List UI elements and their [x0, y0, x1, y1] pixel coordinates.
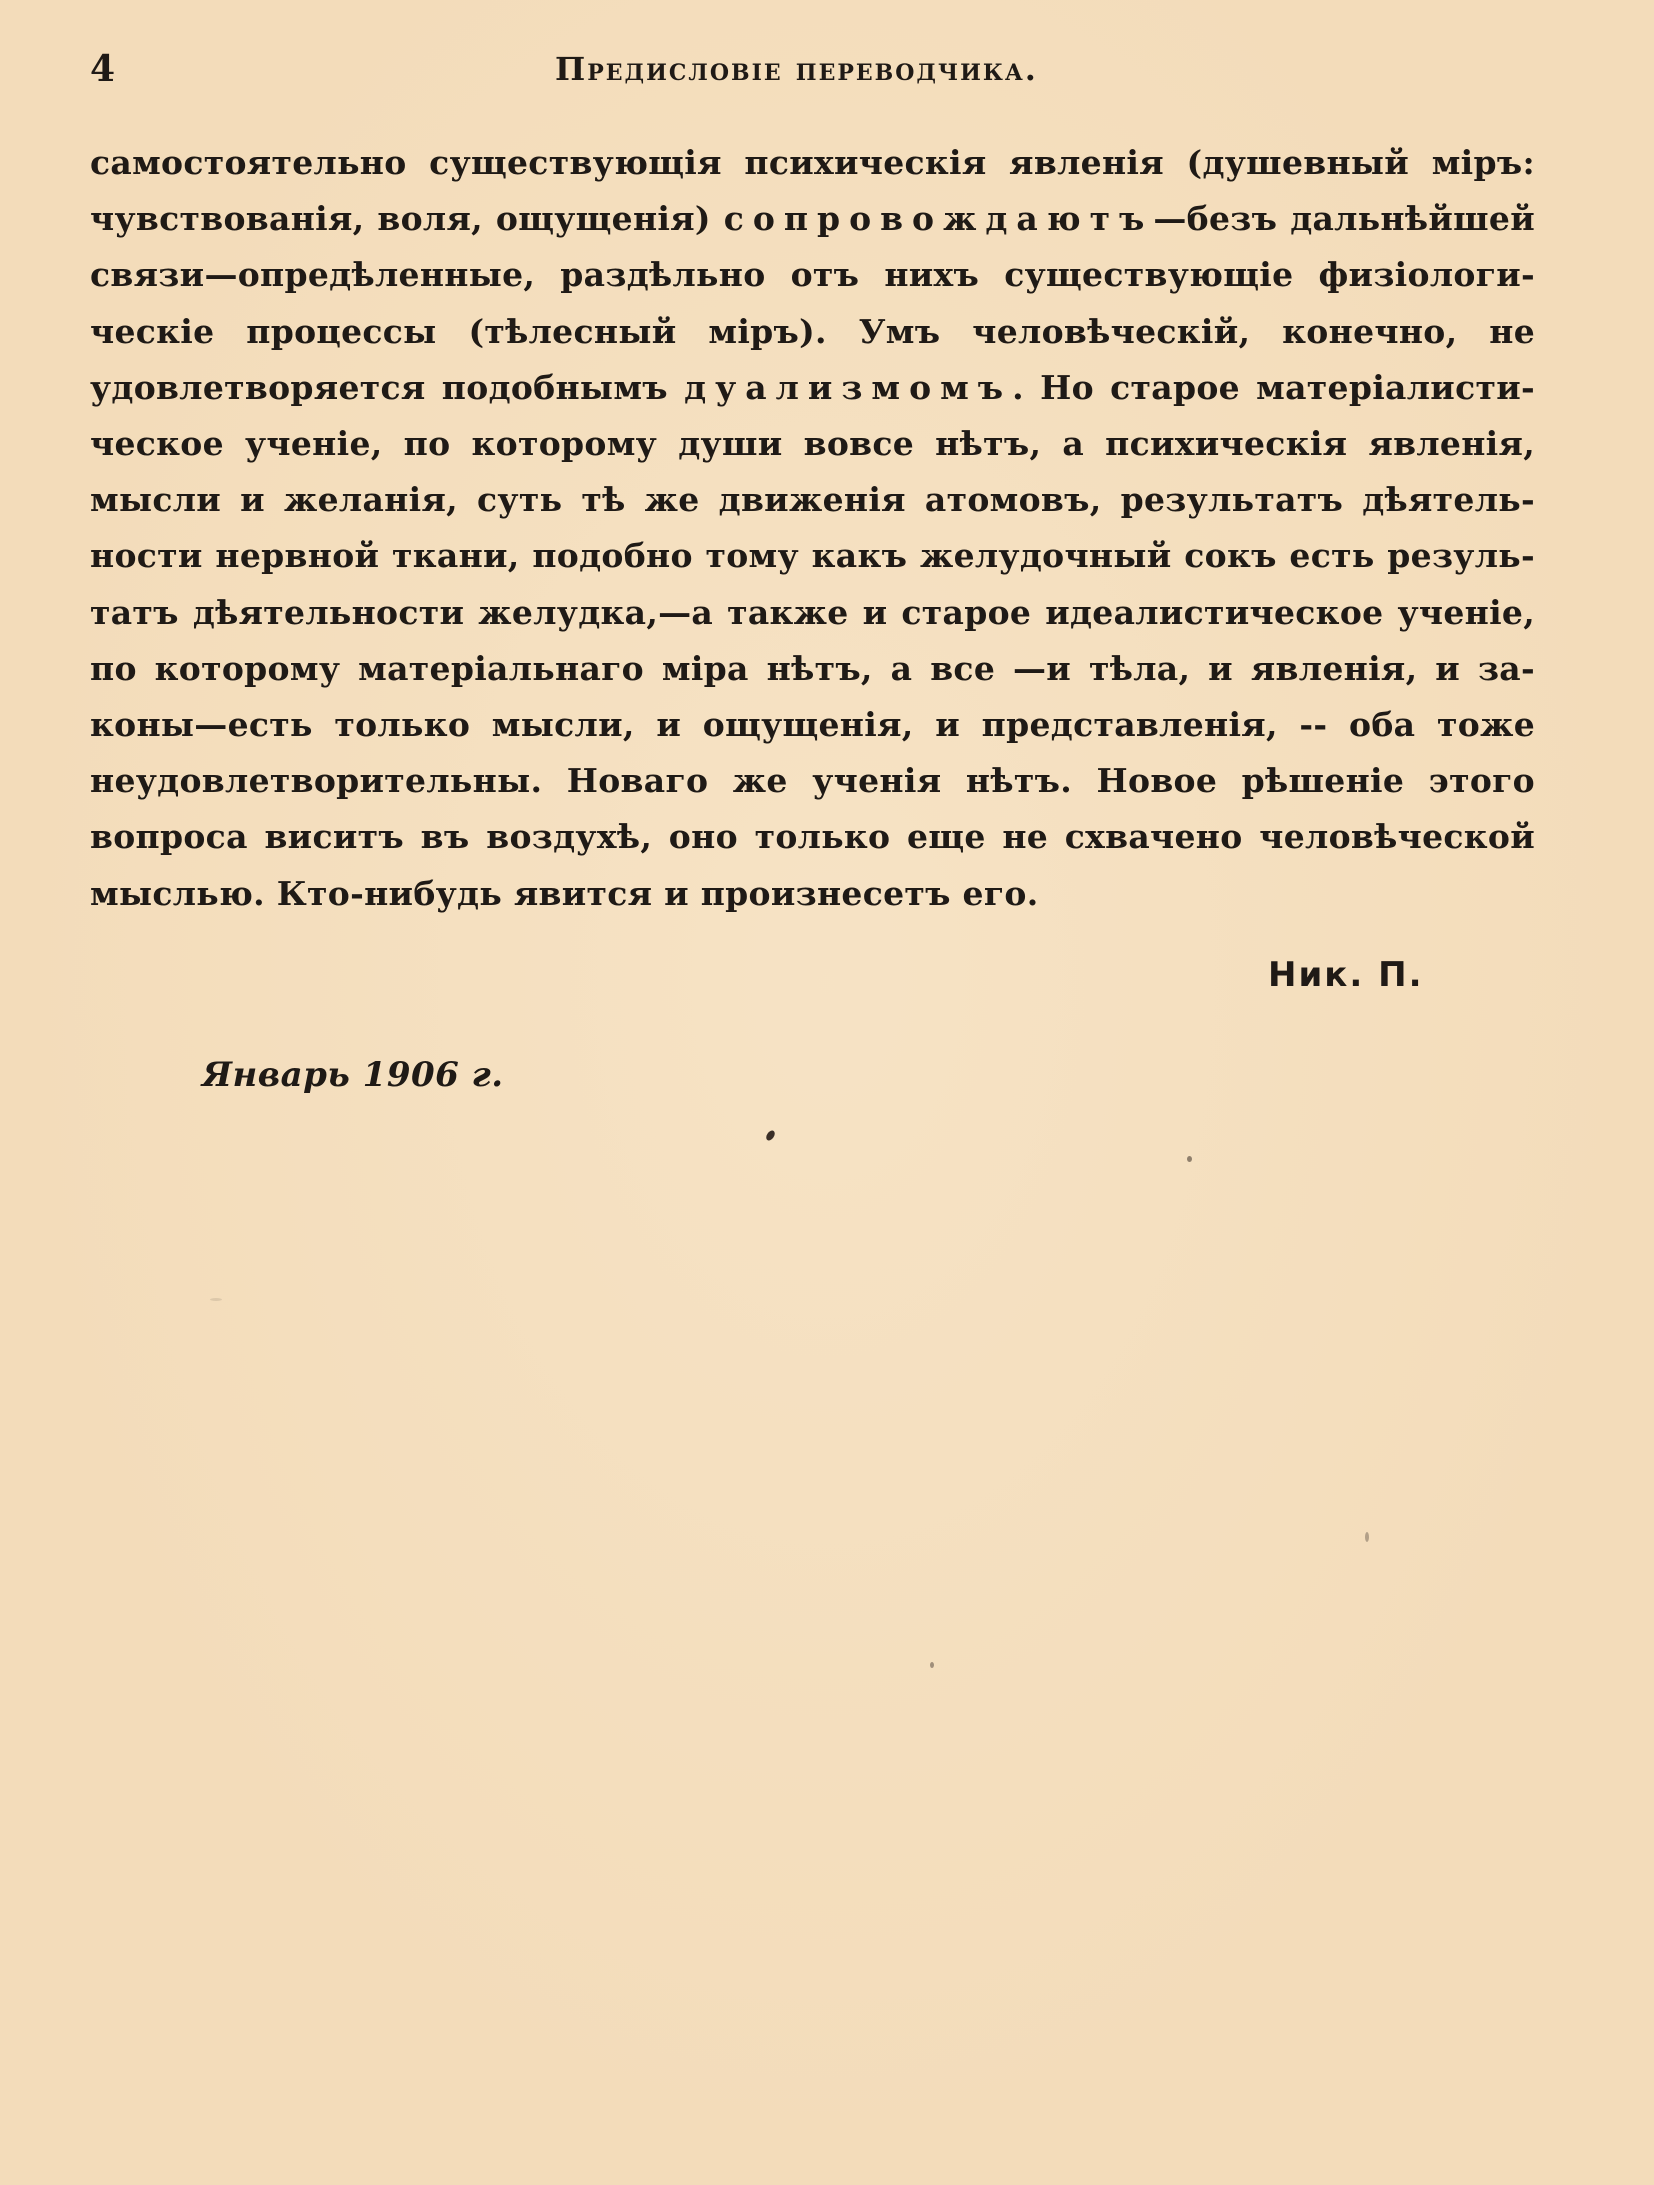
paper-speck: [1187, 1156, 1192, 1162]
text-line: [90, 528, 1535, 584]
text-segment: ческое ученіе, по которому души вовсе нѣтъ, а психическія явленія,: [90, 424, 1535, 464]
text-line: [90, 360, 1535, 416]
paper-speck: [764, 1129, 776, 1142]
text-segment: ности нервной ткани, подобно тому какъ желудочный сокъ есть резуль-: [90, 536, 1535, 576]
text-line: [90, 416, 1535, 472]
text-segment: ческіе процессы (тѣлесный міръ). Умъ человѣческій, конечно, не: [90, 311, 1535, 351]
paper-speck: [210, 1298, 222, 1301]
text-segment: татъ дѣятельности желудка,—а также и старое идеалистическое ученіе,: [90, 592, 1535, 632]
date-line: Январь 1906 г.: [202, 1055, 504, 1095]
text-line: [90, 641, 1535, 697]
text-segment: чувствованія, воля, ощущенія): [90, 199, 724, 239]
text-segment: . Но старое матеріалисти-: [1012, 367, 1535, 407]
text-line: [90, 472, 1535, 528]
text-line: [90, 304, 1535, 360]
text-line: [90, 697, 1535, 753]
text-segment: —безъ дальнѣйшей: [1153, 199, 1536, 239]
text-line: [90, 135, 1535, 191]
text-segment: по которому матеріальнаго міра нѣтъ, а все —и тѣла, и явленія, и за-: [90, 648, 1535, 688]
text-line: [90, 809, 1535, 865]
text-line: [90, 866, 1535, 922]
text-line: [90, 753, 1535, 809]
paper-speck: [930, 1662, 934, 1668]
running-title: Предисловіе переводчика.: [555, 50, 1038, 88]
running-head: [90, 48, 1540, 100]
emphasis-spaced: дуализмомъ: [684, 367, 1013, 407]
text-line: [90, 247, 1535, 303]
body-text: [90, 135, 1535, 922]
text-segment: мысли и желанія, суть тѣ же движенія атомовъ, результатъ дѣятель-: [90, 480, 1535, 520]
text-segment: удовлетворяется подобнымъ: [90, 367, 685, 407]
text-segment: самостоятельно существующія психическія явленія (душевный міръ:: [90, 143, 1535, 182]
text-segment: мыслью. Кто-нибудь явится и произнесетъ его.: [90, 873, 1039, 913]
paper-speck: [1365, 1532, 1369, 1542]
text-segment: вопроса виситъ въ воздухѣ, оно только еще не схвачено человѣческой: [90, 817, 1535, 857]
text-line: [90, 585, 1535, 641]
text-segment: коны—есть только мысли, и ощущенія, и представленія, -- оба тоже: [90, 705, 1535, 745]
text-line: [90, 191, 1535, 247]
page-number: 4: [90, 48, 117, 90]
text-segment: неудовлетворительны. Новаго же ученія нѣтъ. Новое рѣшеніе этого: [90, 761, 1535, 801]
signature: Ник. П.: [1268, 955, 1424, 995]
emphasis-spaced: сопровождаютъ: [723, 199, 1154, 239]
text-segment: связи—опредѣленные, раздѣльно отъ нихъ существующіе физіологи-: [90, 255, 1535, 295]
